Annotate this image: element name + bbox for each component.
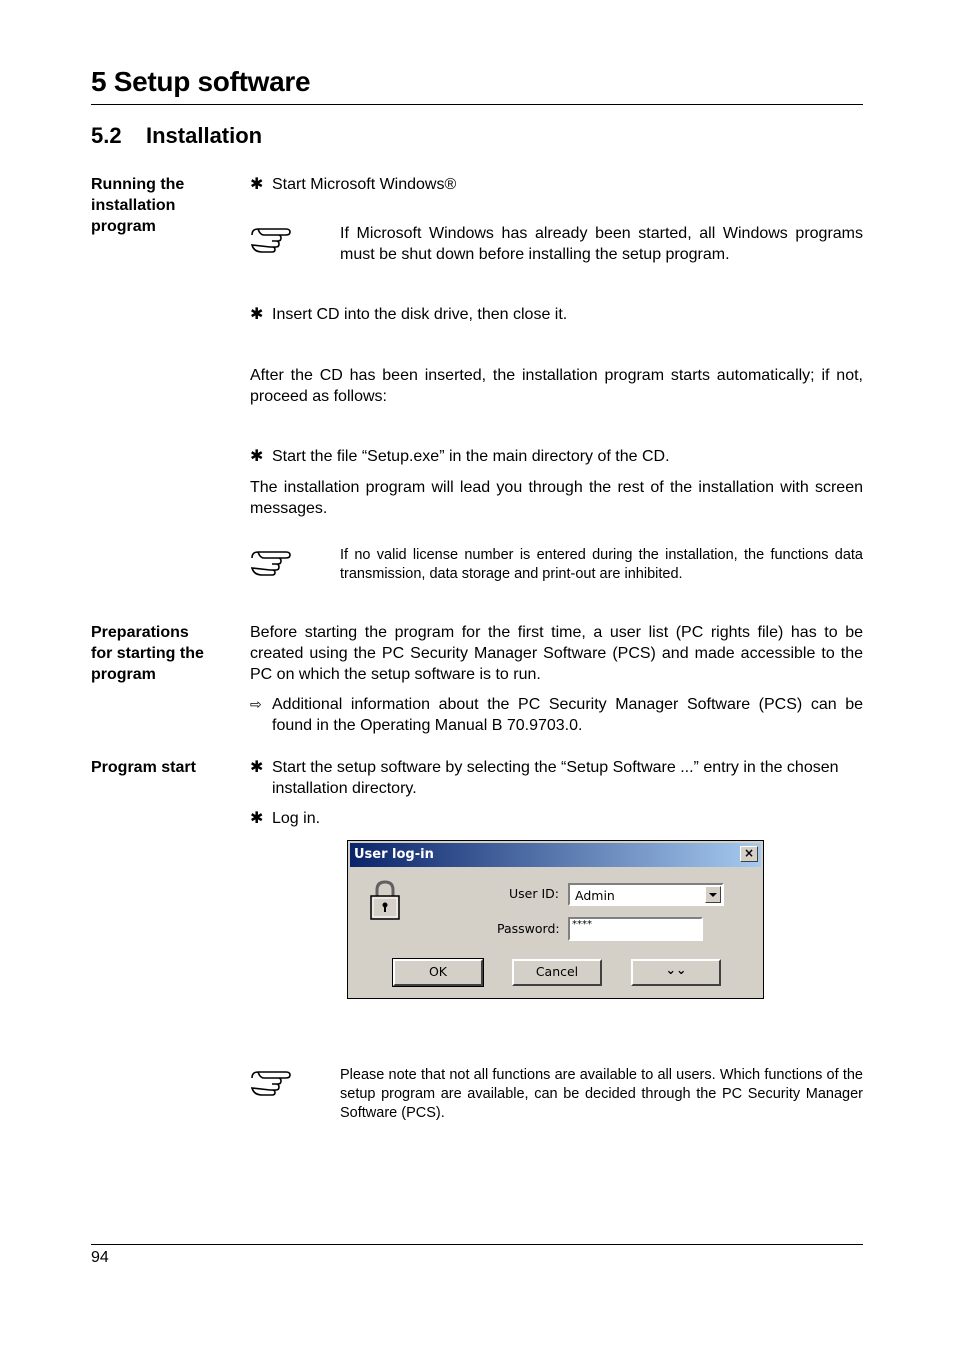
- bullet-icon: ✱: [250, 810, 264, 827]
- bullet-icon: ✱: [250, 448, 264, 465]
- side-label-running: [91, 174, 231, 237]
- password-label: Password:: [497, 921, 560, 936]
- paragraph-after-cd: After the CD has been inserted, the installation program starts automatically; if not, proceed as follows:: [250, 367, 863, 405]
- lock-icon: [368, 879, 402, 921]
- step-start-software: [250, 757, 863, 799]
- note-text: If Microsoft Windows has already been started, all Windows programs must be shut down before installing the setup program.: [340, 225, 863, 263]
- side-label-line: for starting the: [91, 645, 204, 662]
- side-label-line: installation: [91, 197, 176, 214]
- side-label-line: Preparations: [91, 624, 189, 641]
- arrow-icon: ⇨: [250, 696, 262, 712]
- side-label-line: program: [91, 666, 156, 683]
- section-title: Installation: [146, 123, 263, 148]
- pointing-hand-icon: [250, 546, 294, 576]
- user-id-select[interactable]: [568, 883, 724, 906]
- step-text: Start the file “Setup.exe” in the main directory of the CD.: [272, 448, 670, 465]
- dialog-title-bar: [350, 843, 761, 867]
- step-text: Start the setup software by selecting the “Setup Software ...” entry in the chosen installation directory.: [272, 759, 839, 797]
- footer-rule: [91, 1244, 863, 1245]
- info-additional: [250, 694, 863, 736]
- step-insert-cd: [250, 304, 863, 325]
- pointing-hand-icon: [250, 1066, 294, 1096]
- side-label-line: Running the: [91, 176, 185, 193]
- note-windows-running: [250, 223, 863, 268]
- side-label-preparations: [91, 622, 231, 685]
- header-rule: [91, 104, 863, 105]
- bullet-icon: ✱: [250, 306, 264, 323]
- step-text: Insert CD into the disk drive, then close it.: [272, 306, 568, 323]
- info-text: Additional information about the PC Security Manager Software (PCS) can be found in the Operating Manual B 70.9703.0.: [272, 696, 863, 734]
- user-id-label: User ID:: [509, 886, 559, 901]
- user-login-dialog: [347, 840, 764, 999]
- password-value: ****: [572, 919, 592, 930]
- side-label-program-start: Program start: [91, 759, 196, 776]
- note-license: [250, 546, 863, 586]
- side-label-line: program: [91, 218, 156, 235]
- paragraph-installation-lead: The installation program will lead you through the rest of the installation with screen messages.: [250, 479, 863, 517]
- step-text: Log in.: [272, 810, 321, 827]
- bullet-icon: ✱: [250, 176, 264, 193]
- paragraph-preparations: Before starting the program for the first time, a user list (PC rights file) has to be created using the PC Security Manager Software (PCS) and made accessible to the PC on which the setup software is to run.: [250, 624, 863, 683]
- note-text: Please note that not all functions are available to all users. Which functions of the setup program are available, can be decided through the PC Security Manager Software (PCS).: [340, 1067, 863, 1121]
- chapter-title: 5 Setup software: [91, 66, 311, 97]
- expand-button[interactable]: ⌄⌄: [631, 959, 721, 986]
- section-heading: [91, 123, 262, 149]
- dialog-title: User log-in: [354, 847, 434, 862]
- step-log-in: [250, 808, 863, 829]
- ok-button[interactable]: OK: [393, 959, 483, 986]
- close-icon[interactable]: ×: [740, 846, 758, 862]
- pointing-hand-icon: [250, 223, 294, 253]
- note-functions: [250, 1066, 863, 1126]
- user-id-value: Admin: [575, 888, 615, 903]
- step-start-setup: [250, 446, 863, 467]
- note-text: If no valid license number is entered during the installation, the functions data transmission, data storage and print-out are inhibited.: [340, 547, 863, 582]
- section-number: 5.2: [91, 123, 122, 148]
- cancel-button[interactable]: Cancel: [512, 959, 602, 986]
- chevron-down-icon[interactable]: [705, 886, 721, 903]
- page-number: 94: [91, 1249, 109, 1266]
- bullet-icon: ✱: [250, 759, 264, 776]
- password-input[interactable]: [568, 917, 703, 941]
- step-text: Start Microsoft Windows®: [272, 176, 457, 193]
- step-start-windows: [250, 174, 863, 195]
